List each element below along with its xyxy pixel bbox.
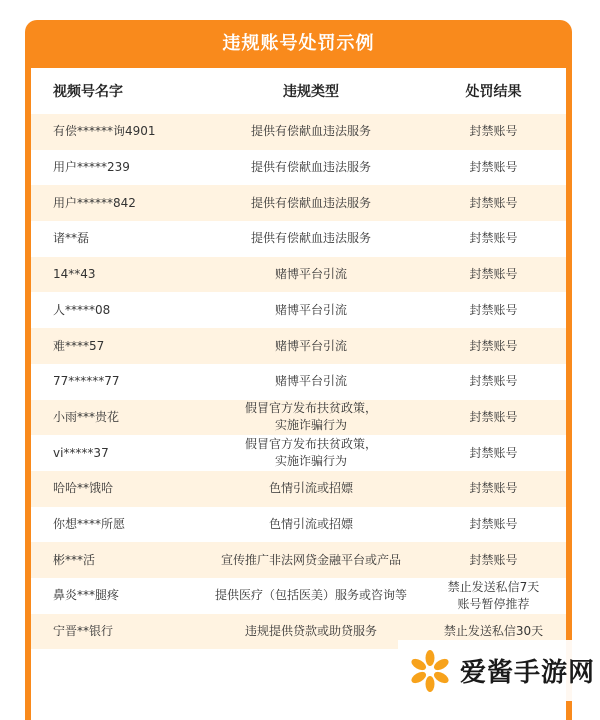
table-row [31, 435, 566, 471]
cell-video-name: 鼻炎***腿疼 [53, 588, 120, 603]
cell-video-name: 你想****所愿 [53, 517, 126, 532]
flower-logo-icon [408, 649, 452, 693]
table-row [31, 471, 566, 507]
cell-violation-type: 提供有偿献血违法服务 [250, 195, 371, 210]
cell-violation-type: 色情引流或招嫖 [268, 517, 353, 532]
cell-violation-type: 违规提供贷款或助贷服务 [244, 624, 377, 639]
cell-penalty-result: 封禁账号 [469, 338, 518, 353]
cell-violation-type: 赌博平台引流 [274, 302, 347, 317]
cell-video-name: 哈哈**饿哈 [53, 481, 114, 496]
cell-violation-type: 提供医疗（包括医美）服务或咨询等 [214, 588, 407, 603]
cell-video-name: 难****57 [53, 338, 105, 353]
penalty-table [31, 68, 566, 720]
cell-violation-type: 色情引流或招嫖 [268, 481, 353, 496]
cell-penalty-result: 封禁账号 [469, 267, 518, 282]
table-row [31, 221, 566, 257]
cell-violation-type: 假冒官方发布扶贫政策， 实施诈骗行为 [244, 437, 377, 469]
cell-violation-type: 赌博平台引流 [274, 338, 347, 353]
cell-penalty-result: 封禁账号 [469, 231, 518, 246]
watermark [398, 640, 600, 701]
cell-penalty-result: 封禁账号 [469, 445, 518, 460]
header-name: 视频号名字 [53, 84, 123, 100]
cell-violation-type: 提供有偿献血违法服务 [250, 160, 371, 175]
table-row [31, 150, 566, 186]
table-row [31, 257, 566, 293]
table-row [31, 542, 566, 578]
cell-violation-type: 赌博平台引流 [274, 374, 347, 389]
cell-video-name: 用户******842 [53, 195, 136, 210]
cell-video-name: vi*****37 [53, 445, 109, 460]
table-row [31, 400, 566, 436]
header-type: 违规类型 [283, 84, 339, 100]
watermark-text: 爱酱手游网 [460, 658, 596, 688]
cell-video-name: 小雨***贵花 [53, 409, 120, 424]
table-row [31, 293, 566, 329]
cell-penalty-result: 封禁账号 [469, 160, 518, 175]
cell-penalty-result: 封禁账号 [469, 517, 518, 532]
cell-violation-type: 赌博平台引流 [274, 267, 347, 282]
table-row [31, 578, 566, 614]
cell-video-name: 人*****08 [53, 302, 111, 317]
cell-video-name: 77******77 [53, 374, 120, 389]
cell-video-name: 诸**磊 [53, 231, 90, 246]
cell-penalty-result: 封禁账号 [469, 481, 518, 496]
cell-penalty-result: 封禁账号 [469, 302, 518, 317]
table-row [31, 185, 566, 221]
cell-penalty-result: 封禁账号 [469, 409, 518, 424]
cell-violation-type: 宣传推广非法网贷金融平台或产品 [220, 552, 401, 567]
table-row [31, 507, 566, 543]
cell-violation-type: 假冒官方发布扶贫政策， 实施诈骗行为 [244, 401, 377, 433]
cell-penalty-result: 禁止发送私信30天 [443, 624, 544, 639]
table-header [31, 68, 566, 114]
cell-penalty-result: 封禁账号 [469, 124, 518, 139]
cell-video-name: 14**43 [53, 267, 96, 282]
table-row [31, 328, 566, 364]
cell-violation-type: 提供有偿献血违法服务 [250, 231, 371, 246]
cell-penalty-result: 封禁账号 [469, 552, 518, 567]
table-row [31, 364, 566, 400]
cell-penalty-result: 封禁账号 [469, 195, 518, 210]
cell-violation-type: 提供有偿献血违法服务 [250, 124, 371, 139]
cell-video-name: 彬***活 [53, 552, 96, 567]
penalty-card [25, 20, 572, 720]
header-result: 处罚结果 [465, 84, 522, 100]
card-title: 违规账号处罚示例 [222, 33, 375, 54]
cell-penalty-result: 禁止发送私信7天 账号暂停推荐 [447, 579, 540, 611]
cell-video-name: 宁晋**银行 [53, 624, 114, 639]
cell-penalty-result: 封禁账号 [469, 374, 518, 389]
table-row [31, 114, 566, 150]
cell-video-name: 用户*****239 [53, 160, 130, 175]
cell-video-name: 有偿******询4901 [53, 124, 156, 139]
